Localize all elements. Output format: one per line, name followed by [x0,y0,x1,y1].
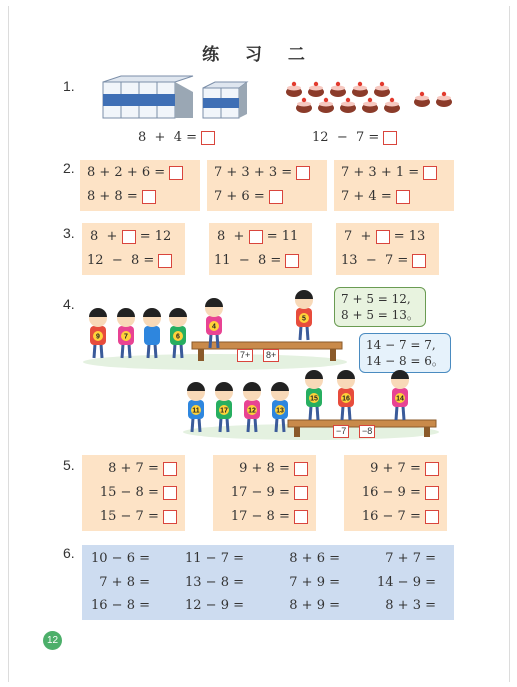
q3-equation: 8 + = 12 [90,229,172,244]
bench-label: −8 [359,425,375,438]
q6-equation: 16 − 8 = [91,598,150,613]
page-number-badge: 12 [43,631,62,650]
q5-equation: 16 − 7 = [362,509,439,524]
child-number-label: 12 [248,407,256,415]
q5-equation: 9 + 8 = [239,461,308,476]
q6-equation: 7 + 9 = [289,575,340,590]
child-number-label: 5 [302,315,306,323]
bottom-child [337,370,355,420]
question-5-number: 5. [63,457,75,473]
speech-bubble-subtraction: 14 − 7 = 7, 14 − 8 = 6。 [359,333,451,373]
child-number-label: 16 [342,395,350,403]
top-child [169,308,187,358]
question-4-number: 4. [63,296,75,312]
milk-cartons-illustration [100,74,250,124]
cakes-illustration [282,78,457,116]
q2-equation: 7 + 4 = [341,189,410,204]
answer-box[interactable] [383,131,397,145]
q6-equation: 13 − 8 = [185,575,244,590]
q5-equation: 9 + 7 = [370,461,439,476]
bench-label: −7 [333,425,349,438]
answer-box[interactable] [425,510,439,524]
q5-equation: 17 − 9 = [231,485,308,500]
answer-box[interactable] [425,462,439,476]
q1-left-equation: 8 + 4 = [138,130,215,145]
answer-box[interactable] [376,230,390,244]
answer-box[interactable] [396,190,410,204]
child-number-label: 13 [276,407,284,415]
answer-box[interactable] [412,254,426,268]
q6-equation: 8 + 9 = [289,598,340,613]
answer-box[interactable] [269,190,283,204]
q3-equation: 13 − 7 = [341,253,426,268]
q6-equation: 8 + 6 = [289,551,340,566]
q3-panel-2 [209,223,312,275]
children-bench-scene-top [80,288,350,372]
answer-box[interactable] [425,486,439,500]
answer-box[interactable] [169,166,183,180]
q6-panel [82,545,454,620]
q6-equation: 14 − 9 = [377,575,436,590]
q5-equation: 8 + 7 = [108,461,177,476]
answer-box[interactable] [163,486,177,500]
top-child [89,308,107,358]
answer-box[interactable] [142,190,156,204]
child-number-label: 17 [220,407,228,415]
child-number-label: 15 [310,395,318,403]
question-1-number: 1. [63,78,75,94]
bench-label: 8+ [263,349,279,362]
q6-equation: 7 + 7 = [385,551,436,566]
q2-equation: 7 + 6 = [214,189,283,204]
q5-equation: 15 − 8 = [100,485,177,500]
child-number-label: 11 [192,407,200,415]
answer-box[interactable] [423,166,437,180]
bench-label: 7+ [237,349,253,362]
answer-box[interactable] [285,254,299,268]
bottom-child [187,382,205,432]
bottom-child [215,382,233,432]
answer-box[interactable] [201,131,215,145]
q2-panel-3 [334,160,454,211]
q3-equation: 11 − 8 = [214,253,299,268]
q6-equation: 11 − 7 = [185,551,244,566]
bottom-child [305,370,323,420]
speech-bubble-addition: 7 + 5 = 12, 8 + 5 = 13。 [334,287,426,327]
q5-equation: 15 − 7 = [100,509,177,524]
q5-panel-1 [82,455,185,531]
bottom-child [391,370,409,420]
answer-box[interactable] [294,486,308,500]
answer-box[interactable] [163,510,177,524]
child-number-label: 14 [396,395,404,403]
answer-box[interactable] [122,230,136,244]
q6-equation: 10 − 6 = [91,551,150,566]
children-bench-scene-bottom [180,370,442,442]
child-number-label: 9 [96,333,100,341]
q2-equation: 7 + 3 + 1 = [341,165,437,180]
answer-box[interactable] [163,462,177,476]
q3-panel-3 [336,223,439,275]
q2-equation: 8 + 2 + 6 = [87,165,183,180]
q6-equation: 8 + 3 = [385,598,436,613]
top-child [143,308,161,358]
top-child [117,308,135,358]
q2-panel-1 [80,160,200,211]
page-title: 练 习 二 [202,45,315,65]
q3-panel-1 [82,223,185,275]
q2-equation: 8 + 8 = [87,189,156,204]
q6-equation: 7 + 8 = [99,575,150,590]
q6-equation: 12 − 9 = [185,598,244,613]
answer-box[interactable] [296,166,310,180]
answer-box[interactable] [294,462,308,476]
q5-panel-2 [213,455,316,531]
q3-equation: 12 − 8 = [87,253,172,268]
answer-box[interactable] [249,230,263,244]
q3-equation: 8 + = 11 [217,229,299,244]
answer-box[interactable] [158,254,172,268]
child-number-label: 4 [212,323,216,331]
q5-panel-3 [344,455,447,531]
question-2-number: 2. [63,160,75,176]
child-number-label: 6 [176,333,180,341]
question-6-number: 6. [63,545,75,561]
q5-equation: 17 − 8 = [231,509,308,524]
q2-panel-2 [207,160,327,211]
bottom-child [243,382,261,432]
q1-right-equation: 12 − 7 = [312,130,397,145]
question-3-number: 3. [63,225,75,241]
q5-equation: 16 − 9 = [362,485,439,500]
child-number-label: 7 [124,333,128,341]
q2-equation: 7 + 3 + 3 = [214,165,310,180]
top-child [205,298,223,348]
q3-equation: 7 + = 13 [344,229,426,244]
answer-box[interactable] [294,510,308,524]
top-child [295,290,313,340]
